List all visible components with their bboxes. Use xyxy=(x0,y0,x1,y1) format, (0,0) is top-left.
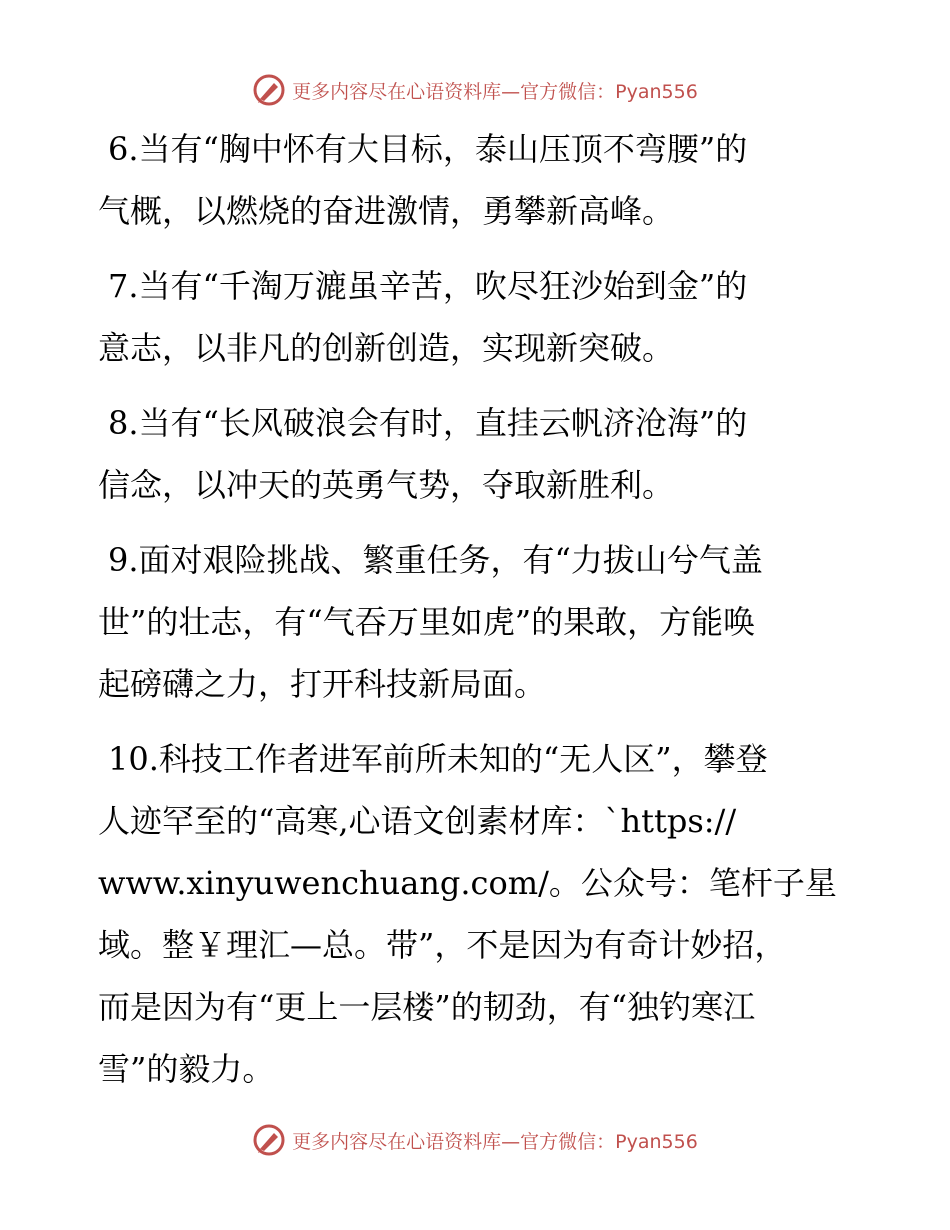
text-line: 8.当有“长风破浪会有时，直挂云帆济沧海”的 xyxy=(108,404,748,442)
text-line: 世”的壮志，有“气吞万里如虎”的果敢，方能唤 xyxy=(98,603,756,641)
text-line: 信念，以冲天的英勇气势，夺取新胜利。 xyxy=(98,466,675,504)
footer-watermark xyxy=(0,1120,950,1160)
header-watermark xyxy=(0,70,950,110)
text-line: 起磅礴之力，打开科技新局面。 xyxy=(98,665,547,703)
header-watermark-text: 更多内容尽在心语资料库—官方微信：Pyan556 xyxy=(292,80,698,103)
text-line: 7.当有“千淘万漉虽辛苦，吹尽狂沙始到金”的 xyxy=(108,267,748,305)
footer-watermark-text: 更多内容尽在心语资料库—官方微信：Pyan556 xyxy=(292,1130,698,1153)
pen-logo-icon xyxy=(252,73,286,107)
paragraph-8 xyxy=(98,392,858,516)
text-line: 9.面对艰险挑战、繁重任务，有“力拔山兮气盖 xyxy=(108,541,763,579)
paragraph-10 xyxy=(98,728,858,1100)
paragraph-6 xyxy=(98,118,858,242)
text-line: 6.当有“胸中怀有大目标，泰山压顶不弯腰”的 xyxy=(108,130,748,168)
paragraph-7 xyxy=(98,255,858,379)
text-line: 人迹罕至的“高寒,心语文创素材库：`https:// xyxy=(98,802,737,840)
paragraph-9 xyxy=(98,529,858,715)
document-body xyxy=(98,118,858,1113)
text-line: 而是因为有“更上一层楼”的韧劲，有“独钓寒江 xyxy=(98,988,756,1026)
text-line: 雪”的毅力。 xyxy=(98,1050,275,1088)
text-line: www.xinyuwenchuang.com/。公众号：笔杆子星 xyxy=(98,864,837,902)
text-line: 意志，以非凡的创新创造，实现新突破。 xyxy=(98,329,675,367)
text-line: 域。整￥理汇—总。带”，不是因为有奇计妙招， xyxy=(98,926,787,964)
text-line: 10.科技工作者进军前所未知的“无人区”，攀登 xyxy=(108,740,768,778)
text-line: 气概，以燃烧的奋进激情，勇攀新高峰。 xyxy=(98,192,675,230)
pen-logo-icon xyxy=(252,1123,286,1157)
